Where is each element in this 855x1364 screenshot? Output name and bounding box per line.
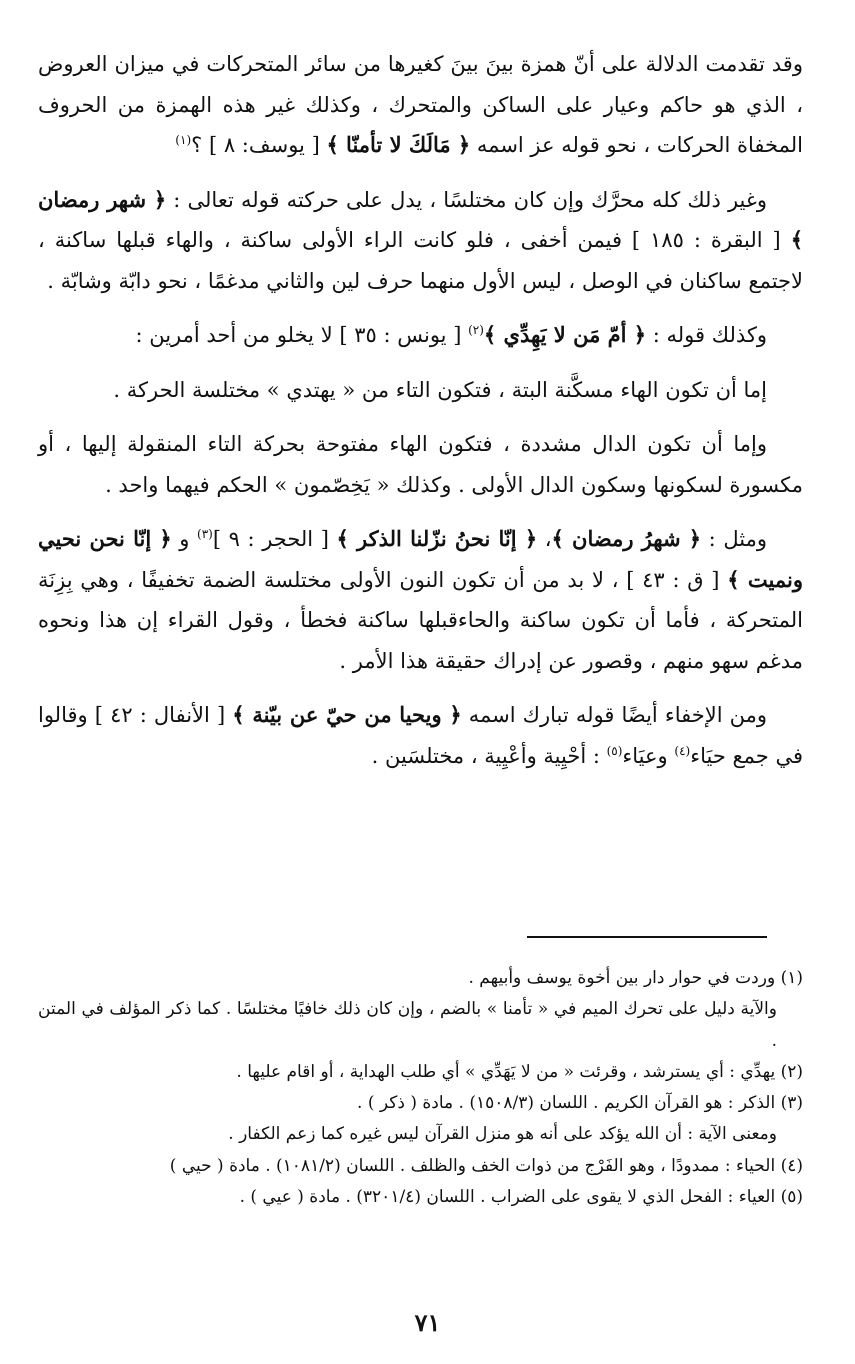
quran-quote: ﴿ شهر رمضان ﴾ — [38, 186, 803, 252]
footnote: (٣) الذكر : هو القرآن الكريم . اللسان (١٥٠٨/٣) . مادة ( ذكر ) . — [357, 1093, 803, 1114]
quran-quote: ﴿ أمّ مَن لا يَهِدِّي ﴾ — [483, 322, 647, 347]
footnote-marker: (٤) — [674, 743, 691, 758]
paragraph — [38, 519, 803, 681]
text-run: [ البقرة : ١٨٥ ] فيمن أخفى ، فلو كانت الراء الأولى ساكنة ، والهاء قبلها ساكنة ، لاجتمع ساكنان في الوصل ، ليس الأول منهما حرف لين والثاني مدغمًا ، نحو دابّة وشابّة . — [38, 228, 803, 293]
footnote-marker: (٥) — [606, 743, 623, 758]
text-run: [ الأنفال : ٤٢ ] وقالوا في جمع حيَاء — [38, 703, 803, 768]
text-run: [ يونس : ٣٥ ] لا يخلو من أحد أمرين : — [135, 323, 469, 347]
footnote-marker: (٢) — [468, 323, 484, 337]
footnote-marker: (٣) — [197, 527, 213, 541]
paragraph — [38, 180, 803, 302]
text-run: : أحْيِية وأعْيِية ، مختلسَين . — [371, 743, 607, 768]
paragraph — [38, 695, 803, 776]
text-run: و — [171, 527, 198, 551]
text-run: وعيَاء — [622, 743, 675, 768]
footnote-marker: (١) — [175, 133, 192, 147]
text-run: ومن الإخفاء أيضًا قوله تبارك اسمه — [461, 703, 768, 727]
quran-quote: ﴿ إنّا نحن نحيي ونميت ﴾ — [38, 526, 804, 592]
text-run: ، — [537, 527, 552, 551]
paragraph — [38, 370, 803, 411]
text-run: [ ق : ٤٣ ] ، لا بد من أن تكون النون الأولى مختلسة الضمة تخفيفًا ، وهي بِزِنَة المتحركة ، فأما أن تكون ساكنة والحاءقبلها ساكنة فخطأ ، وقول القراء إن هذا ونحوه مدغم سهو منهم ، وقصور عن إدراك حقيقة هذا الأمر . — [38, 567, 803, 673]
text-run: وإما أن تكون الدال مشددة ، فتكون الهاء مفتوحة بحركة التاء المنقولة إليها ، أو مكسورة لسكونها وسكون الدال الأولى . وكذلك « يَخِصّمون » الحكم فيهما واحد . — [38, 432, 803, 497]
text-run: [ يوسف: ٨ ] ؟ — [191, 133, 327, 157]
text-run: وغير ذلك كله محرَّك وإن كان مختلسًا ، يدل على حركته قوله تعالى : — [166, 187, 767, 212]
footnote: ومعنى الآية : أن الله يؤكد على أنه هو منزل القرآن ليس غيره كما زعم الكفار . — [228, 1124, 777, 1145]
paragraph — [38, 315, 803, 356]
text-run: [ الحجر : ٩ ] — [212, 527, 337, 551]
quran-quote: ﴿ شهرُ رمضان ﴾ — [551, 526, 702, 551]
footnote: (٢) يهدِّي : أي يسترشد ، وقرئت « من لا يَهَدِّي » أي طلب الهداية ، أو اقام عليها . — [236, 1061, 803, 1082]
footnote: (٤) الحياء : ممدودًا ، وهو الفَرْج من ذوات الخف والظلف . اللسان (١٠٨١/٢) . مادة ( حيي ) — [169, 1155, 803, 1176]
paragraph — [38, 424, 803, 505]
quran-quote: ﴿ ويحيا من حيّ عن بيّنة ﴾ — [232, 702, 462, 727]
main-text — [38, 44, 803, 790]
text-run: إما أن تكون الهاء مسكَّنة البتة ، فتكون التاء من « يهتدي » مختلسة الحركة . — [113, 377, 767, 402]
paragraph — [38, 44, 803, 166]
footnote: (١) وردت في حوار دار بين أخوة يوسف وأبيهم . — [468, 968, 803, 988]
footnote: (٥) العياء : الفحل الذي لا يقوى على الضراب . اللسان (٣٢٠١/٤) . مادة ( عيي ) . — [239, 1187, 803, 1208]
quran-quote: ﴿ إنّا نحنُ نزّلنا الذكر ﴾ — [336, 526, 538, 551]
page-number: ٧١ — [414, 1308, 441, 1337]
footnote-separator — [527, 936, 767, 938]
footnotes — [38, 963, 803, 1213]
text-run: وقد تقدمت الدلالة على أنّ همزة بينَ بينَ كغيرها من سائر المتحركات في ميزان العروض ، الذي هو حاكم وعيار على الساكن والمتحرك ، وكذلك غير هذه الهمزة من الحروف المخفاة الحركات ، نحو قوله عز اسمه — [38, 52, 803, 157]
text-run: وكذلك قوله : — [646, 323, 767, 347]
footnote: والآية دليل على تحرك الميم في « تأمنا » بالضم ، وإن كان ذلك خافيًا مختلسًا . كما ذكر المؤلف في المتن . — [38, 999, 777, 1051]
quran-quote: ﴿ مَالَكَ لا تأمنّا ﴾ — [326, 132, 471, 157]
text-run: ومثل : — [701, 527, 767, 551]
